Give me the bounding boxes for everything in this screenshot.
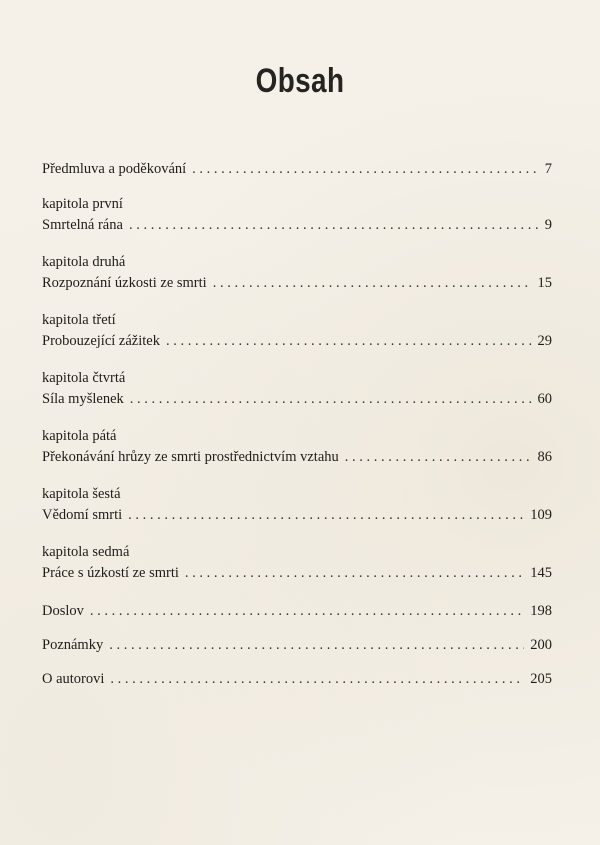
toc-entry-title: Síla myšlenek <box>42 391 124 407</box>
toc-row <box>42 668 552 690</box>
dot-leader <box>129 214 539 236</box>
toc-entry-title: Poznámky <box>42 637 104 653</box>
table-of-contents <box>42 158 552 702</box>
dot-leader <box>213 272 532 294</box>
toc-row <box>42 504 552 526</box>
toc-entry <box>42 368 552 410</box>
toc-entry-title: Překonávání hrůzy ze smrti prostřednictvím vztahu <box>42 449 339 465</box>
toc-page-number: 60 <box>537 391 552 407</box>
dot-leader <box>90 600 524 622</box>
dot-leader <box>192 158 539 180</box>
toc-entry <box>42 158 552 180</box>
toc-entry <box>42 668 552 690</box>
toc-entry-title: Probouzející zážitek <box>42 333 160 349</box>
toc-row <box>42 446 552 468</box>
chapter-label: kapitola první <box>42 196 123 212</box>
toc-row <box>42 388 552 410</box>
toc-entry <box>42 426 552 468</box>
toc-entry <box>42 484 552 526</box>
toc-entry-title: Vědomí smrti <box>42 507 123 523</box>
toc-entry-title: Předmluva a poděkování <box>42 161 187 177</box>
dot-leader <box>185 562 524 584</box>
dot-leader <box>109 634 524 656</box>
toc-page-number: 29 <box>537 333 552 349</box>
toc-entry <box>42 252 552 294</box>
toc-page-number: 145 <box>530 565 552 581</box>
toc-entry <box>42 634 552 656</box>
toc-entry <box>42 542 552 584</box>
dot-leader <box>166 330 532 352</box>
toc-entry-title: O autorovi <box>42 671 105 687</box>
toc-row <box>42 600 552 622</box>
page-title: Obsah <box>255 62 345 100</box>
toc-page-number: 7 <box>544 161 552 177</box>
toc-page-number: 15 <box>537 275 552 291</box>
toc-entry-title: Smrtelná rána <box>42 217 123 233</box>
toc-row <box>42 272 552 294</box>
toc-page-number: 86 <box>537 449 552 465</box>
chapter-label: kapitola šestá <box>42 486 121 502</box>
dot-leader <box>128 504 524 526</box>
toc-page-number: 9 <box>544 217 552 233</box>
dot-leader <box>130 388 532 410</box>
toc-row <box>42 634 552 656</box>
chapter-label: kapitola čtvrtá <box>42 370 126 386</box>
toc-row <box>42 562 552 584</box>
toc-entry-title: Práce s úzkostí ze smrti <box>42 565 179 581</box>
toc-row <box>42 330 552 352</box>
toc-row <box>42 214 552 236</box>
chapter-label: kapitola sedmá <box>42 544 130 560</box>
toc-page-number: 205 <box>530 671 552 687</box>
dot-leader <box>110 668 524 690</box>
chapter-label: kapitola druhá <box>42 254 126 270</box>
toc-entry <box>42 600 552 622</box>
chapter-label: kapitola třetí <box>42 312 116 328</box>
toc-entry-title: Doslov <box>42 603 84 619</box>
toc-page-number: 200 <box>530 637 552 653</box>
chapter-label: kapitola pátá <box>42 428 117 444</box>
toc-page-number: 109 <box>530 507 552 523</box>
toc-entry <box>42 310 552 352</box>
toc-row <box>42 158 552 180</box>
toc-entry-title: Rozpoznání úzkosti ze smrti <box>42 275 207 291</box>
toc-entry <box>42 194 552 236</box>
dot-leader <box>345 446 532 468</box>
toc-page-number: 198 <box>530 603 552 619</box>
